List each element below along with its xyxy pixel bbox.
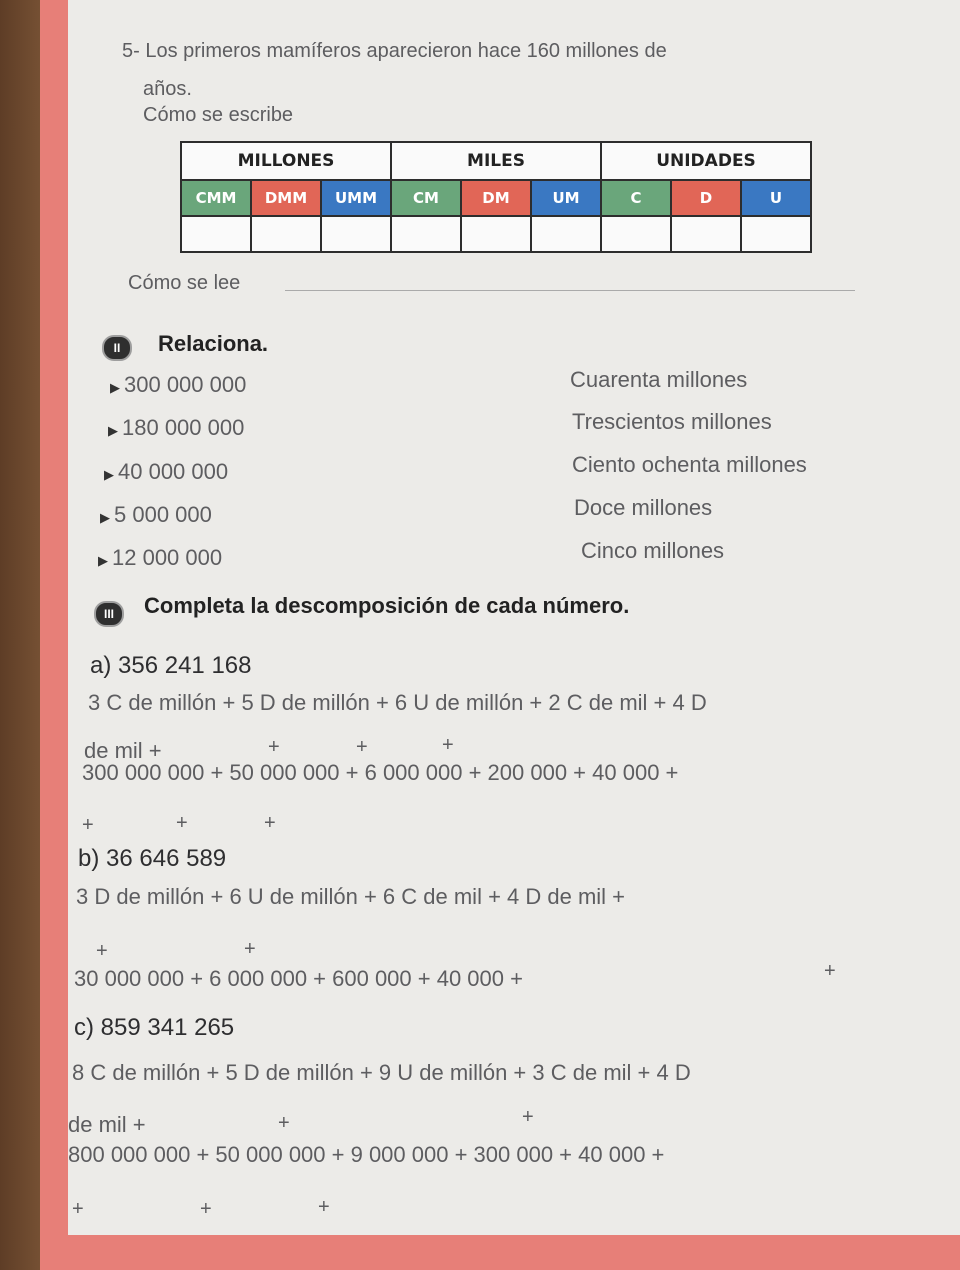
section-title-completa: Completa la descomposición de cada número.	[144, 593, 630, 618]
exercise-a-words: 3 C de millón + 5 D de millón + 6 U de millón + 2 C de mil + 4 D	[88, 690, 707, 715]
col-dmm: DMM	[251, 180, 321, 216]
col-umm: UMM	[321, 180, 391, 216]
read-answer-line[interactable]	[285, 290, 855, 291]
col-cm: CM	[391, 180, 461, 216]
blank-plus[interactable]: +	[264, 812, 276, 834]
answer-cell[interactable]	[251, 216, 321, 252]
place-value-table	[180, 141, 812, 253]
answer-cell[interactable]	[181, 216, 251, 252]
blank-plus[interactable]: +	[200, 1198, 212, 1220]
section-badge-ii: II	[102, 335, 132, 361]
exercise-a: a) 356 241 168	[90, 652, 252, 679]
blank-plus[interactable]: +	[96, 940, 108, 962]
match-word-1[interactable]: Cuarenta millones	[570, 367, 748, 392]
arrow-icon: ▶	[100, 510, 110, 525]
blank-plus[interactable]: +	[268, 736, 280, 758]
match-word-3[interactable]: Ciento ochenta millones	[572, 452, 807, 477]
how-to-write-label: Cómo se escribe	[143, 104, 294, 126]
exercise-c-words-cont: de mil +	[68, 1112, 146, 1137]
blank-plus[interactable]: +	[356, 736, 368, 758]
answer-cell[interactable]	[601, 216, 671, 252]
arrow-icon: ▶	[104, 467, 114, 482]
arrow-icon: ▶	[110, 380, 120, 395]
exercise-c-words: 8 C de millón + 5 D de millón + 9 U de millón + 3 C de mil + 4 D	[72, 1060, 691, 1085]
pink-page-border	[40, 0, 960, 1270]
exercise-c-numbers: 800 000 000 + 50 000 000 + 9 000 000 + 300 000 + 40 000 +	[68, 1142, 665, 1167]
match-number-5[interactable]: ▶ 12 000 000	[98, 545, 223, 570]
match-number-4[interactable]: ▶ 5 000 000	[100, 502, 212, 527]
answer-cell[interactable]	[461, 216, 531, 252]
blank-plus[interactable]: +	[176, 812, 188, 834]
col-cmm: CMM	[181, 180, 251, 216]
exercise-b-numbers: 30 000 000 + 6 000 000 + 600 000 + 40 000 +	[74, 966, 523, 991]
blank-plus[interactable]: +	[278, 1112, 290, 1134]
worksheet-page	[68, 0, 960, 1235]
problem-statement-cont: años.	[143, 78, 192, 100]
blank-plus[interactable]: +	[82, 814, 94, 836]
match-word-5[interactable]: Cinco millones	[581, 538, 725, 563]
blank-plus[interactable]: +	[72, 1198, 84, 1220]
exercise-a-words-cont: de mil +	[84, 738, 162, 763]
problem-statement: 5- Los primeros mamíferos aparecieron hace 160 millones de	[122, 40, 667, 62]
arrow-icon: ▶	[108, 423, 118, 438]
blank-plus[interactable]: +	[442, 734, 454, 756]
blank-plus[interactable]: +	[318, 1196, 330, 1218]
exercise-a-numbers: 300 000 000 + 50 000 000 + 6 000 000 + 200 000 + 40 000 +	[82, 760, 679, 785]
match-number-1[interactable]: ▶ 300 000 000	[110, 372, 247, 397]
exercise-b-words: 3 D de millón + 6 U de millón + 6 C de mil + 4 D de mil +	[76, 884, 626, 909]
blank-plus[interactable]: +	[244, 938, 256, 960]
col-d: D	[671, 180, 741, 216]
group-units: UNIDADES	[601, 142, 811, 180]
col-um: UM	[531, 180, 601, 216]
blank-plus[interactable]: +	[522, 1106, 534, 1128]
col-c: C	[601, 180, 671, 216]
answer-cell[interactable]	[531, 216, 601, 252]
exercise-b: b) 36 646 589	[78, 845, 227, 872]
section-title-relaciona: Relaciona.	[158, 331, 269, 356]
match-word-4[interactable]: Doce millones	[574, 495, 713, 520]
blank-plus[interactable]: +	[824, 960, 836, 982]
col-dm: DM	[461, 180, 531, 216]
col-u: U	[741, 180, 811, 216]
exercise-c: c) 859 341 265	[74, 1014, 235, 1041]
how-to-read-label: Cómo se lee	[128, 272, 241, 294]
match-word-2[interactable]: Trescientos millones	[572, 409, 772, 434]
section-badge-iii: III	[94, 601, 124, 627]
arrow-icon: ▶	[98, 553, 108, 568]
group-millions: MILLONES	[181, 142, 391, 180]
answer-cell[interactable]	[321, 216, 391, 252]
answer-cell[interactable]	[741, 216, 811, 252]
answer-cell[interactable]	[671, 216, 741, 252]
answer-cell[interactable]	[391, 216, 461, 252]
group-thousands: MILES	[391, 142, 601, 180]
match-number-3[interactable]: ▶ 40 000 000	[104, 459, 229, 484]
match-number-2[interactable]: ▶ 180 000 000	[108, 415, 245, 440]
